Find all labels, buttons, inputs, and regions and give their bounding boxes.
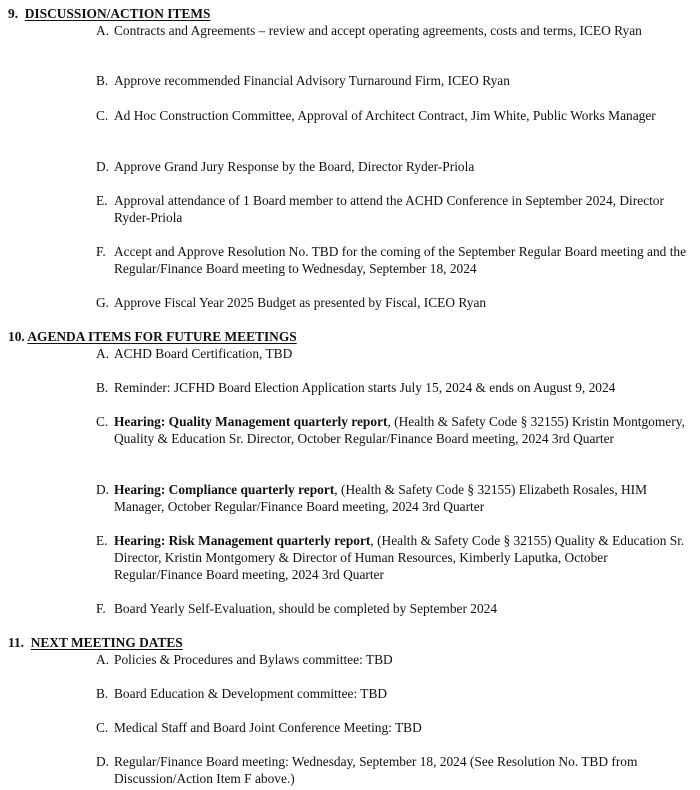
- item-text: Medical Staff and Board Joint Conference Meeting: TBD: [114, 720, 422, 735]
- item-letter: G.: [96, 295, 110, 310]
- item-text: [114, 413, 688, 447]
- list-item: [96, 72, 688, 89]
- list-item: [96, 243, 688, 277]
- list-item: [96, 413, 688, 447]
- item-letter: D.: [96, 482, 110, 497]
- item-text: Regular/Finance Board meeting: Wednesday, September 18, 2024 (See Resolution No. TBD from Discussion/Action Item F above.): [114, 754, 638, 786]
- list-item: [96, 345, 688, 362]
- section-number: 9.: [8, 6, 19, 21]
- item-letter: B.: [96, 73, 109, 88]
- list-item: [96, 651, 688, 668]
- item-letter: C.: [96, 414, 109, 429]
- list-item: [96, 481, 688, 515]
- item-letter: A.: [96, 346, 110, 361]
- item-letter: D.: [96, 159, 110, 174]
- section-heading-discussion-action: [8, 5, 692, 22]
- list-item: [96, 379, 688, 396]
- item-bold-text: Hearing: Compliance quarterly report: [114, 482, 335, 497]
- item-text: Approve Grand Jury Response by the Board, Director Ryder-Priola: [114, 159, 475, 174]
- item-text: [114, 481, 688, 515]
- item-letter: C.: [96, 720, 109, 735]
- list-item: [96, 294, 688, 311]
- item-text: Ad Hoc Construction Committee, Approval of Architect Contract, Jim White, Public Works Manager: [114, 108, 656, 123]
- list-item: [96, 685, 688, 702]
- list-item: [96, 107, 688, 124]
- item-text: Accept and Approve Resolution No. TBD for the coming of the September Regular Board meeting and the Regular/Finance Board meeting to Wednesday, September 18, 2024: [114, 244, 687, 276]
- section-title: NEXT MEETING DATES: [30, 635, 183, 650]
- item-text: Contracts and Agreements – review and accept operating agreements, costs and terms, ICEO Ryan: [114, 23, 642, 38]
- item-letter: A.: [96, 652, 110, 667]
- section-number: 11.: [8, 635, 24, 650]
- item-bold-text: Hearing: Risk Management quarterly report: [114, 533, 371, 548]
- list-item: [96, 600, 688, 617]
- item-text: Board Education & Development committee: TBD: [114, 686, 388, 701]
- item-text: Reminder: JCFHD Board Election Application starts July 15, 2024 & ends on August 9, 2024: [114, 380, 616, 395]
- item-bold-text: Hearing: Quality Management quarterly report: [114, 414, 388, 429]
- item-letter: B.: [96, 380, 109, 395]
- section-title: DISCUSSION/ACTION ITEMS: [24, 6, 211, 21]
- item-text: Policies & Procedures and Bylaws committee: TBD: [114, 652, 393, 667]
- section-heading-agenda-future: [8, 328, 692, 345]
- section-title: AGENDA ITEMS FOR FUTURE MEETINGS: [27, 329, 297, 344]
- item-text: Approval attendance of 1 Board member to attend the ACHD Conference in September 2024, Director Ryder-Priola: [114, 193, 664, 225]
- section-heading-next-meeting: [8, 634, 692, 651]
- item-text: Approve Fiscal Year 2025 Budget as presented by Fiscal, ICEO Ryan: [114, 295, 487, 310]
- item-letter: B.: [96, 686, 109, 701]
- list-item: [96, 719, 688, 736]
- item-text: ACHD Board Certification, TBD: [114, 346, 293, 361]
- item-letter: D.: [96, 754, 110, 769]
- item-letter: C.: [96, 108, 109, 123]
- item-rest-text: , (Health & Safety Code § 32155) Elizabeth Rosales, HIM Manager, October Regular/Finance Board meeting, 2024 3rd Quarter: [114, 482, 648, 514]
- item-letter: E.: [96, 533, 108, 548]
- item-letter: A.: [96, 23, 110, 38]
- item-letter: E.: [96, 193, 108, 208]
- section-number: 10.: [8, 329, 25, 344]
- list-item: [96, 158, 688, 175]
- list-item: [96, 753, 688, 787]
- item-text: Board Yearly Self-Evaluation, should be completed by September 2024: [114, 601, 498, 616]
- item-rest-text: , (Health & Safety Code § 32155) Quality & Education Sr. Director, Kristin Montgomery & Director of Human Resources, Kimberly Laputka, October Regular/Finance Board meeting, 2024 3rd Quarter: [114, 533, 685, 582]
- item-letter: F.: [96, 244, 106, 259]
- list-item: [96, 22, 688, 39]
- item-rest-text: , (Health & Safety Code § 32155) Kristin Montgomery, Quality & Education Sr. Director, October Regular/Finance Board meeting, 2024 3rd Quarter: [114, 414, 685, 446]
- list-item: [96, 532, 688, 583]
- item-letter: F.: [96, 601, 106, 616]
- item-text: Approve recommended Financial Advisory Turnaround Firm, ICEO Ryan: [114, 73, 510, 88]
- list-item: [96, 192, 688, 226]
- item-text: [114, 532, 688, 583]
